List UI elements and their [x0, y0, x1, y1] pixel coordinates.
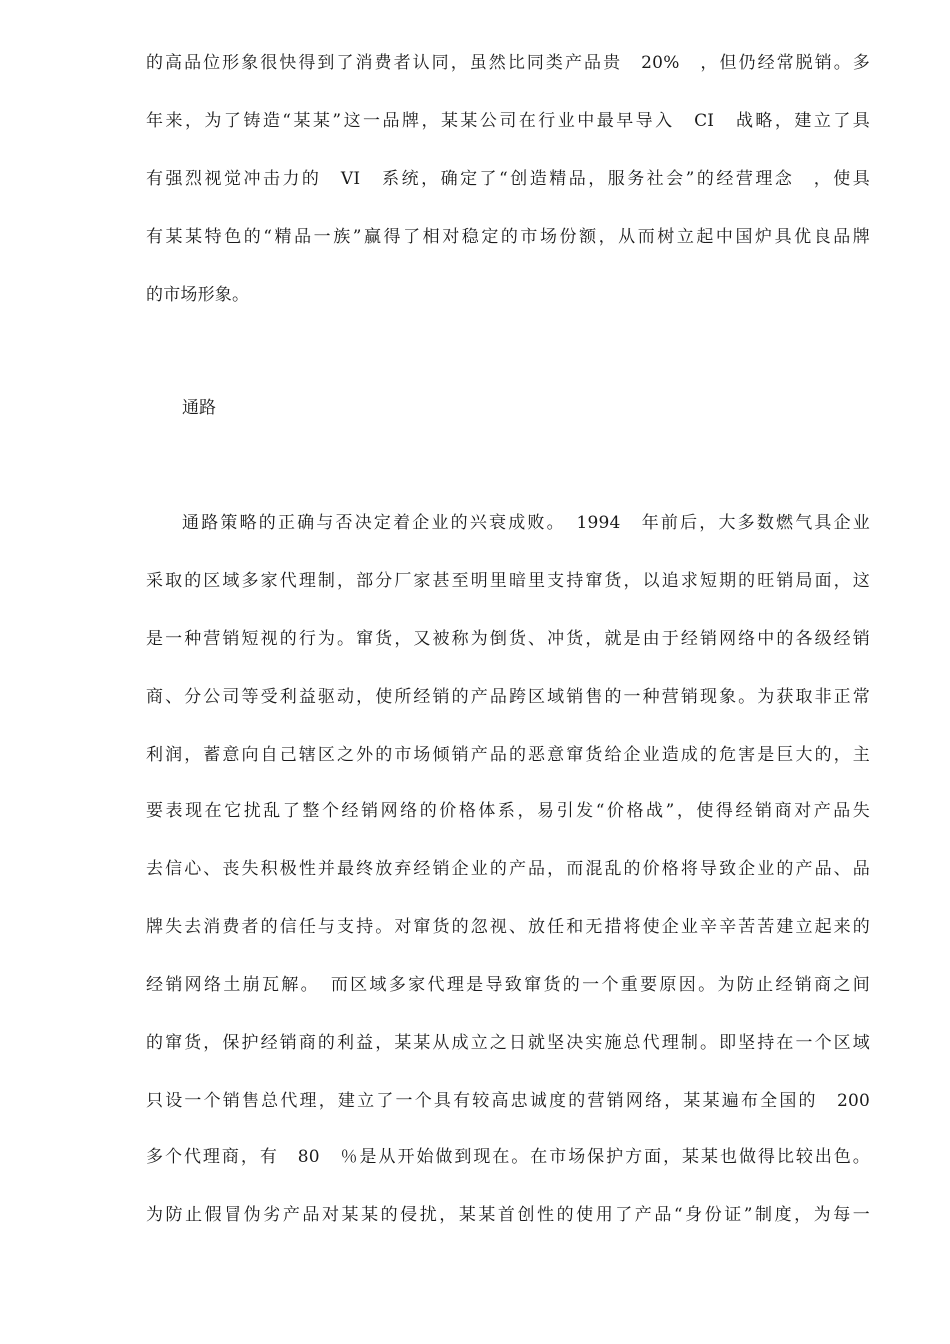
paragraph-2-line-4: 商、分公司等受利益驱动，使所经销的产品跨区域销售的一种营销现象。为获取非正常	[146, 687, 870, 707]
paragraph-2-line-11: 只设一个销售总代理，建立了一个具有较高忠诚度的营销网络，某某遍布全国的 200	[146, 1091, 870, 1111]
paragraph-1-line-4: 有某某特色的“精品一族”赢得了相对稳定的市场份额，从而树立起中国炉具优良品牌	[146, 227, 870, 247]
paragraph-2-line-1: 通路策略的正确与否决定着企业的兴衰成败。 1994 年前后，大多数燃气具企业	[182, 513, 870, 533]
paragraph-2-line-12: 多个代理商，有 80 ％是从开始做到现在。在市场保护方面，某某也做得比较出色。	[146, 1147, 870, 1167]
paragraph-1-line-2: 年来，为了铸造“某某”这一品牌，某某公司在行业中最早导入 CI 战略，建立了具	[146, 111, 870, 131]
paragraph-2-line-2: 采取的区域多家代理制，部分厂家甚至明里暗里支持窜货，以追求短期的旺销局面，这	[146, 571, 870, 591]
paragraph-2-line-7: 去信心、丧失积极性并最终放弃经销企业的产品，而混乱的价格将导致企业的产品、品	[146, 859, 870, 879]
paragraph-2-line-5: 利润，蓄意向自己辖区之外的市场倾销产品的恶意窜货给企业造成的危害是巨大的，主	[146, 745, 870, 765]
paragraph-2-line-10: 的窜货，保护经销商的利益，某某从成立之日就坚决实施总代理制。即坚持在一个区域	[146, 1033, 870, 1053]
paragraph-2-line-13: 为防止假冒伪劣产品对某某的侵扰，某某首创性的使用了产品“身份证”制度，为每一	[146, 1205, 870, 1225]
paragraph-2-line-8: 牌失去消费者的信任与支持。对窜货的忽视、放任和无措将使企业辛辛苦苦建立起来的	[146, 917, 870, 937]
paragraph-2-line-6: 要表现在它扰乱了整个经销网络的价格体系，易引发“价格战”，使得经销商对产品失	[146, 801, 870, 821]
paragraph-1-line-5: 的市场形象。	[146, 285, 250, 305]
paragraph-1-line-1: 的高品位形象很快得到了消费者认同，虽然比同类产品贵 20% ，但仍经常脱销。多	[146, 53, 870, 73]
paragraph-2-line-9: 经销网络土崩瓦解。 而区域多家代理是导致窜货的一个重要原因。为防止经销商之间	[146, 975, 870, 995]
section-heading: 通路	[182, 398, 216, 418]
paragraph-1-line-3: 有强烈视觉冲击力的 VI 系统，确定了“创造精品，服务社会”的经营理念 ，使具	[146, 169, 870, 189]
paragraph-2-line-3: 是一种营销短视的行为。窜货，又被称为倒货、冲货，就是由于经销网络中的各级经销	[146, 629, 870, 649]
